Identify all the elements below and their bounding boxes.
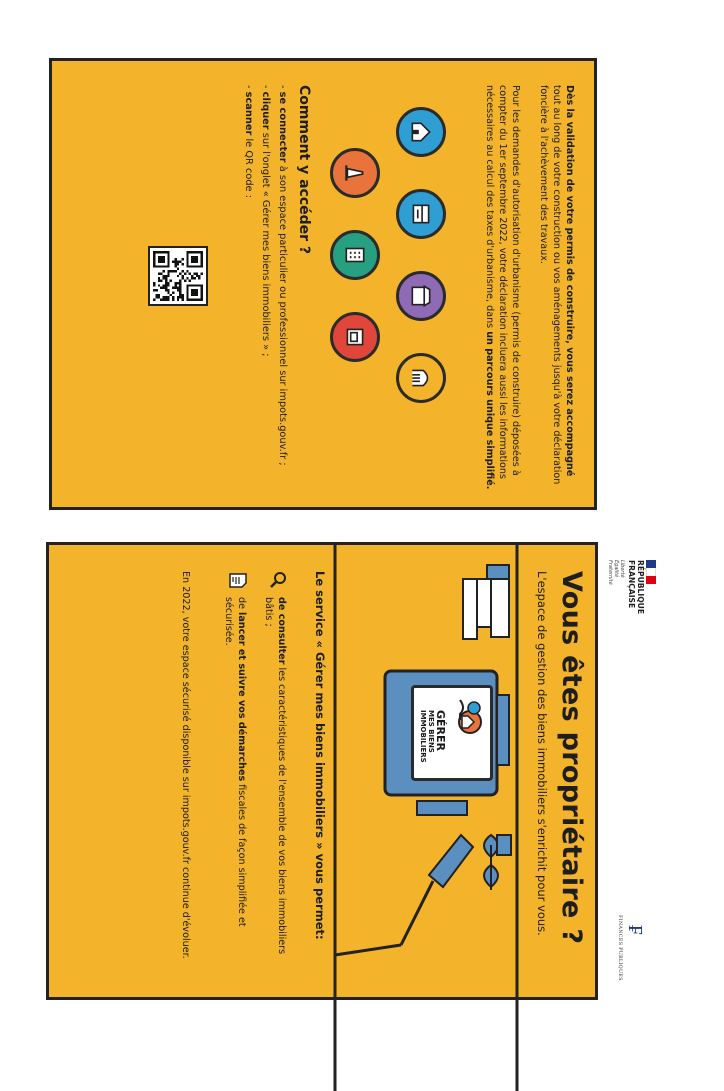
step-text: sur l'onglet « Gérer mes biens immobiliers » ; [260,129,271,357]
finances-publiques-text: FINANCES PUBLIQUES [617,915,623,981]
document-icon [229,571,247,589]
feature-procedures [207,571,247,971]
flag-blue [646,560,656,568]
feature-verb: de consulter [276,597,287,665]
urbanism-paragraph [483,85,522,495]
shop-icon [396,271,446,321]
logo-line3: IMMOBILIERS [419,710,427,763]
motto-1: Liberté [619,560,625,578]
step-verb: cliquer [260,91,271,130]
building-plan-icon [396,189,446,239]
right-leaflet-panel [46,542,598,1000]
oven-icon [330,312,380,362]
motto-2: Égalité [613,560,619,578]
subtitle: L'espace de gestion des biens immobiliers s'enrichit pour vous. [535,571,549,936]
finances-publiques-mark-icon: ₣ [624,925,648,935]
logo-subtitle [419,710,435,763]
logo-title: GÉRER [434,710,447,751]
list-item: - cliquer sur l'onglet « Gérer mes biens immobiliers » ; [260,85,271,357]
qr-code[interactable] [148,246,208,306]
intro-paragraph [537,85,576,495]
feature-procedures-text [222,597,247,967]
feature-detail: fiscales de façon simplifiée et sécurisée. [223,597,247,927]
traffic-cone-icon [330,148,380,198]
feature-verb: lancer et suivre vos démarches [236,612,247,782]
access-heading: Comment y accéder ? [296,85,312,255]
flag-red [646,576,656,584]
finances-publiques-logo [608,915,648,985]
house-hand-icon [448,696,484,736]
republique-francaise-logo [600,560,660,632]
qr-code-pattern [153,251,203,301]
urbanism-bold: un parcours unique simplifié. [484,331,495,490]
intro-bold: Dès la validation de votre permis de construire, vous serez accompagné [564,85,575,477]
house-icon [396,107,446,157]
closing-paragraph: En 2022, votre espace sécurisé disponible sur impots.gouv.fr continue d'évoluer. [180,571,191,959]
intro-text: tout au long de votre construction ou vos aménagements jusqu'à votre déclaration foncière à l'achèvement des travaux. [538,85,562,485]
flag-white [646,568,656,576]
feature-consult-text [262,597,287,967]
step-verb: se connecter [277,91,288,163]
feature-detail: les caractéristiques de l'ensemble de vos biens immobiliers bâtis ; [263,597,287,955]
republique-motto [607,560,625,585]
office-building-icon [330,230,380,280]
feature-pre: de [236,597,247,613]
rep-line1: RÉPUBLIQUE [636,560,645,615]
logo-line2: MES BIENS [427,710,435,753]
desk-illustration [331,545,521,1091]
rep-line2: FRANÇAISE [627,560,637,609]
gerer-mes-biens-logo [411,685,493,781]
french-flag-icon [646,560,656,584]
step-text: le QR code : [243,135,254,198]
list-item: - se connecter à son espace particulier ou professionnel sur impots.gouv.fr ; [277,85,288,466]
motto-3: Fraternité [607,560,613,585]
magnifier-icon [269,571,287,589]
urbanism-text: Pour les demandes d'autorisation d'urbanisme (permis de construire) déposées à compter du 1er septembre 2022, votre déclaration incluera aussi les informations nécessaires au calcul des taxes d'urbanisme, dans [484,85,521,479]
access-steps-list [238,85,289,495]
feature-consult [251,571,287,971]
service-heading: Le service « Gérer mes biens immobiliers » vous permet: [313,571,327,940]
page-title: Vous êtes propriétaire ? [556,571,587,945]
arch-building-icon [396,353,446,403]
republique-name [627,560,644,630]
step-verb: scanner [243,91,254,136]
left-leaflet-panel [49,58,597,510]
step-text: à son espace particulier ou professionnel sur impots.gouv.fr ; [277,162,288,466]
list-item: - scanner le QR code : [243,85,254,198]
